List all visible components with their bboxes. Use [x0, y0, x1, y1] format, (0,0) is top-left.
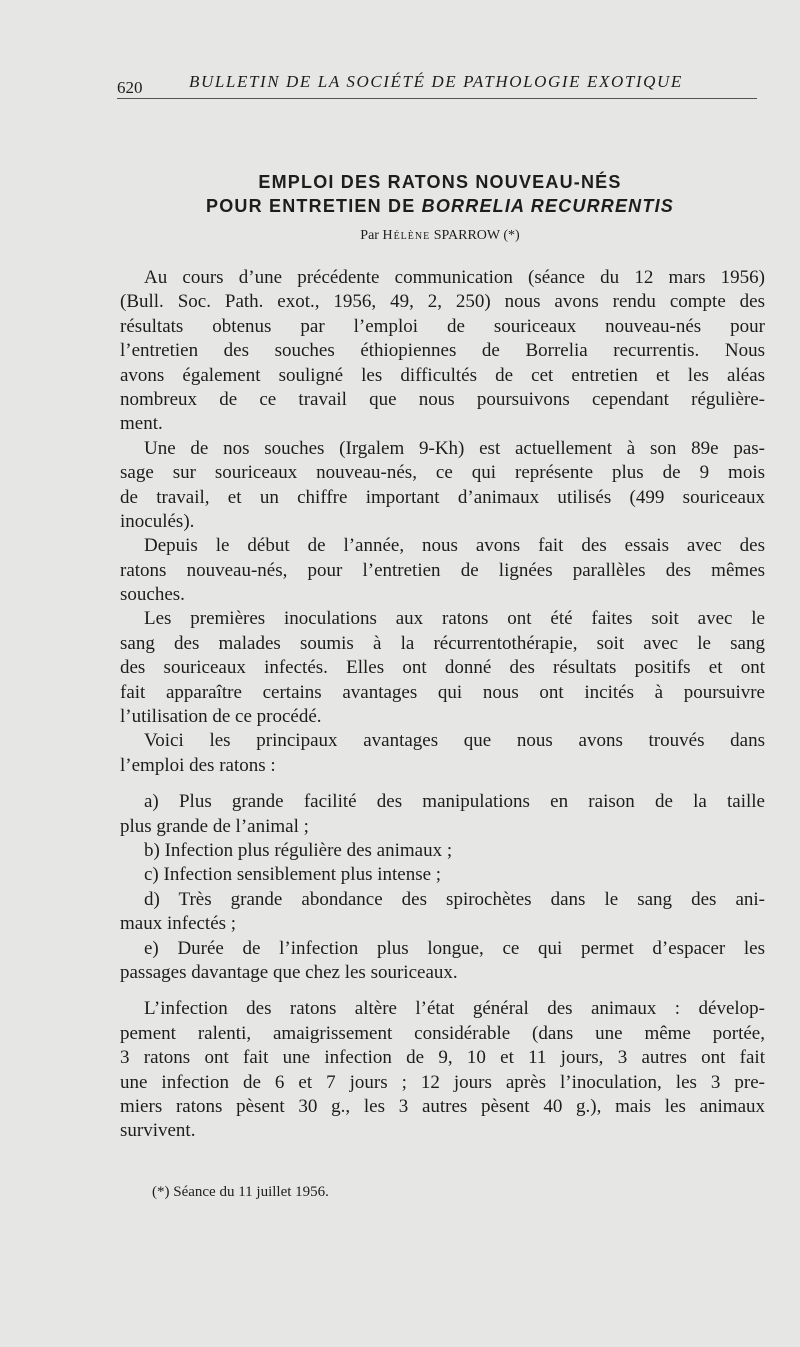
text-line: nombreux de ce travail que nous poursuivons cependant régulière-	[120, 388, 765, 410]
text-line: miers ratons pèsent 30 g., les 3 autres pèsent 40 g.), mais les animaux	[120, 1095, 765, 1117]
text-line: passages davantage que chez les souriceaux.	[120, 961, 458, 983]
footnote: (*) Séance du 11 juillet 1956.	[152, 1184, 329, 1200]
author-last-name: SPARROW	[433, 228, 500, 243]
text-line: Les premières inoculations aux ratons ont été faites soit avec le	[144, 608, 765, 630]
text-line: inoculés).	[120, 510, 195, 532]
list-item-e: e) Durée de l’infection plus longue, ce qui permet d’espacer les	[144, 937, 765, 959]
text-line: Depuis le début de l’année, nous avons fait des essais avec des	[144, 535, 765, 557]
text-line: sang des malades soumis à la récurrentothérapie, soit avec le sang	[120, 632, 765, 654]
text-line: maux infectés ;	[120, 913, 237, 935]
article-body	[120, 266, 765, 1144]
text-line: survivent.	[120, 1120, 196, 1142]
text-line: L’infection des ratons altère l’état général des animaux : dévelop-	[144, 998, 765, 1020]
author-prefix: Par	[360, 228, 383, 243]
text-line: fait apparaître certains avantages qui nous ont incités à poursuivre	[120, 681, 765, 703]
page-number: 620	[117, 78, 143, 97]
text-line: résultats obtenus par l’emploi de souriceaux nouveau-nés pour	[120, 315, 765, 337]
running-title: BULLETIN DE LA SOCIÉTÉ DE PATHOLOGIE EXOTIQUE	[189, 72, 683, 91]
text-line: ment.	[120, 413, 163, 435]
text-line: de travail, et un chiffre important d’animaux utilisés (499 souriceaux	[120, 486, 765, 508]
page-header	[117, 70, 757, 99]
text-line: souches.	[120, 584, 185, 606]
text-line: ratons nouveau-nés, pour l’entretien de lignées parallèles des mêmes	[120, 559, 765, 581]
list-item-c: c) Infection sensiblement plus intense ;	[144, 864, 442, 886]
text-line: 3 ratons ont fait une infection de 9, 10 et 11 jours, 3 autres ont fait	[120, 1047, 765, 1069]
text-line: Au cours d’une précédente communication (séance du 12 mars 1956)	[144, 267, 765, 288]
text-line: avons également souligné les difficultés de cet entretien et les aléas	[120, 364, 765, 386]
title-species: BORRELIA RECURRENTIS	[421, 196, 674, 216]
text-line: (Bull. Soc. Path. exot., 1956, 49, 2, 250) nous avons rendu compte des	[120, 291, 765, 313]
text-line: plus grande de l’animal ;	[120, 815, 309, 837]
text-line: pement ralenti, amaigrissement considérable (dans une même portée,	[120, 1022, 765, 1044]
text-line: Une de nos souches (Irgalem 9-Kh) est actuellement à son 89e pas-	[144, 437, 765, 459]
text-line: l’utilisation de ce procédé.	[120, 706, 322, 728]
text-line: Voici les principaux avantages que nous avons trouvés dans	[144, 730, 765, 752]
author-footnote-mark: (*)	[503, 228, 520, 243]
list-item-a: a) Plus grande facilité des manipulations en raison de la taille	[144, 791, 765, 813]
title-prefix: POUR ENTRETIEN DE	[206, 196, 422, 216]
article-title-line-2	[120, 196, 760, 217]
author-byline	[120, 228, 760, 244]
list-item-b: b) Infection plus régulière des animaux ;	[144, 839, 453, 861]
article-title-line-1: EMPLOI DES RATONS NOUVEAU-NÉS	[258, 172, 622, 192]
list-item-d: d) Très grande abondance des spirochètes dans le sang des ani-	[144, 888, 765, 910]
text-line: l’emploi des ratons :	[120, 754, 276, 776]
text-line: sage sur souriceaux nouveau-nés, ce qui représente plus de 9 mois	[120, 462, 765, 484]
text-line: une infection de 6 et 7 jours ; 12 jours après l’inoculation, les 3 pre-	[120, 1071, 765, 1093]
text-line: des souriceaux infectés. Elles ont donné des résultats positifs et ont	[120, 657, 765, 679]
text-line: l’entretien des souches éthiopiennes de Borrelia recurrentis. Nous	[120, 340, 765, 362]
author-first-name: Hélène	[382, 228, 431, 243]
